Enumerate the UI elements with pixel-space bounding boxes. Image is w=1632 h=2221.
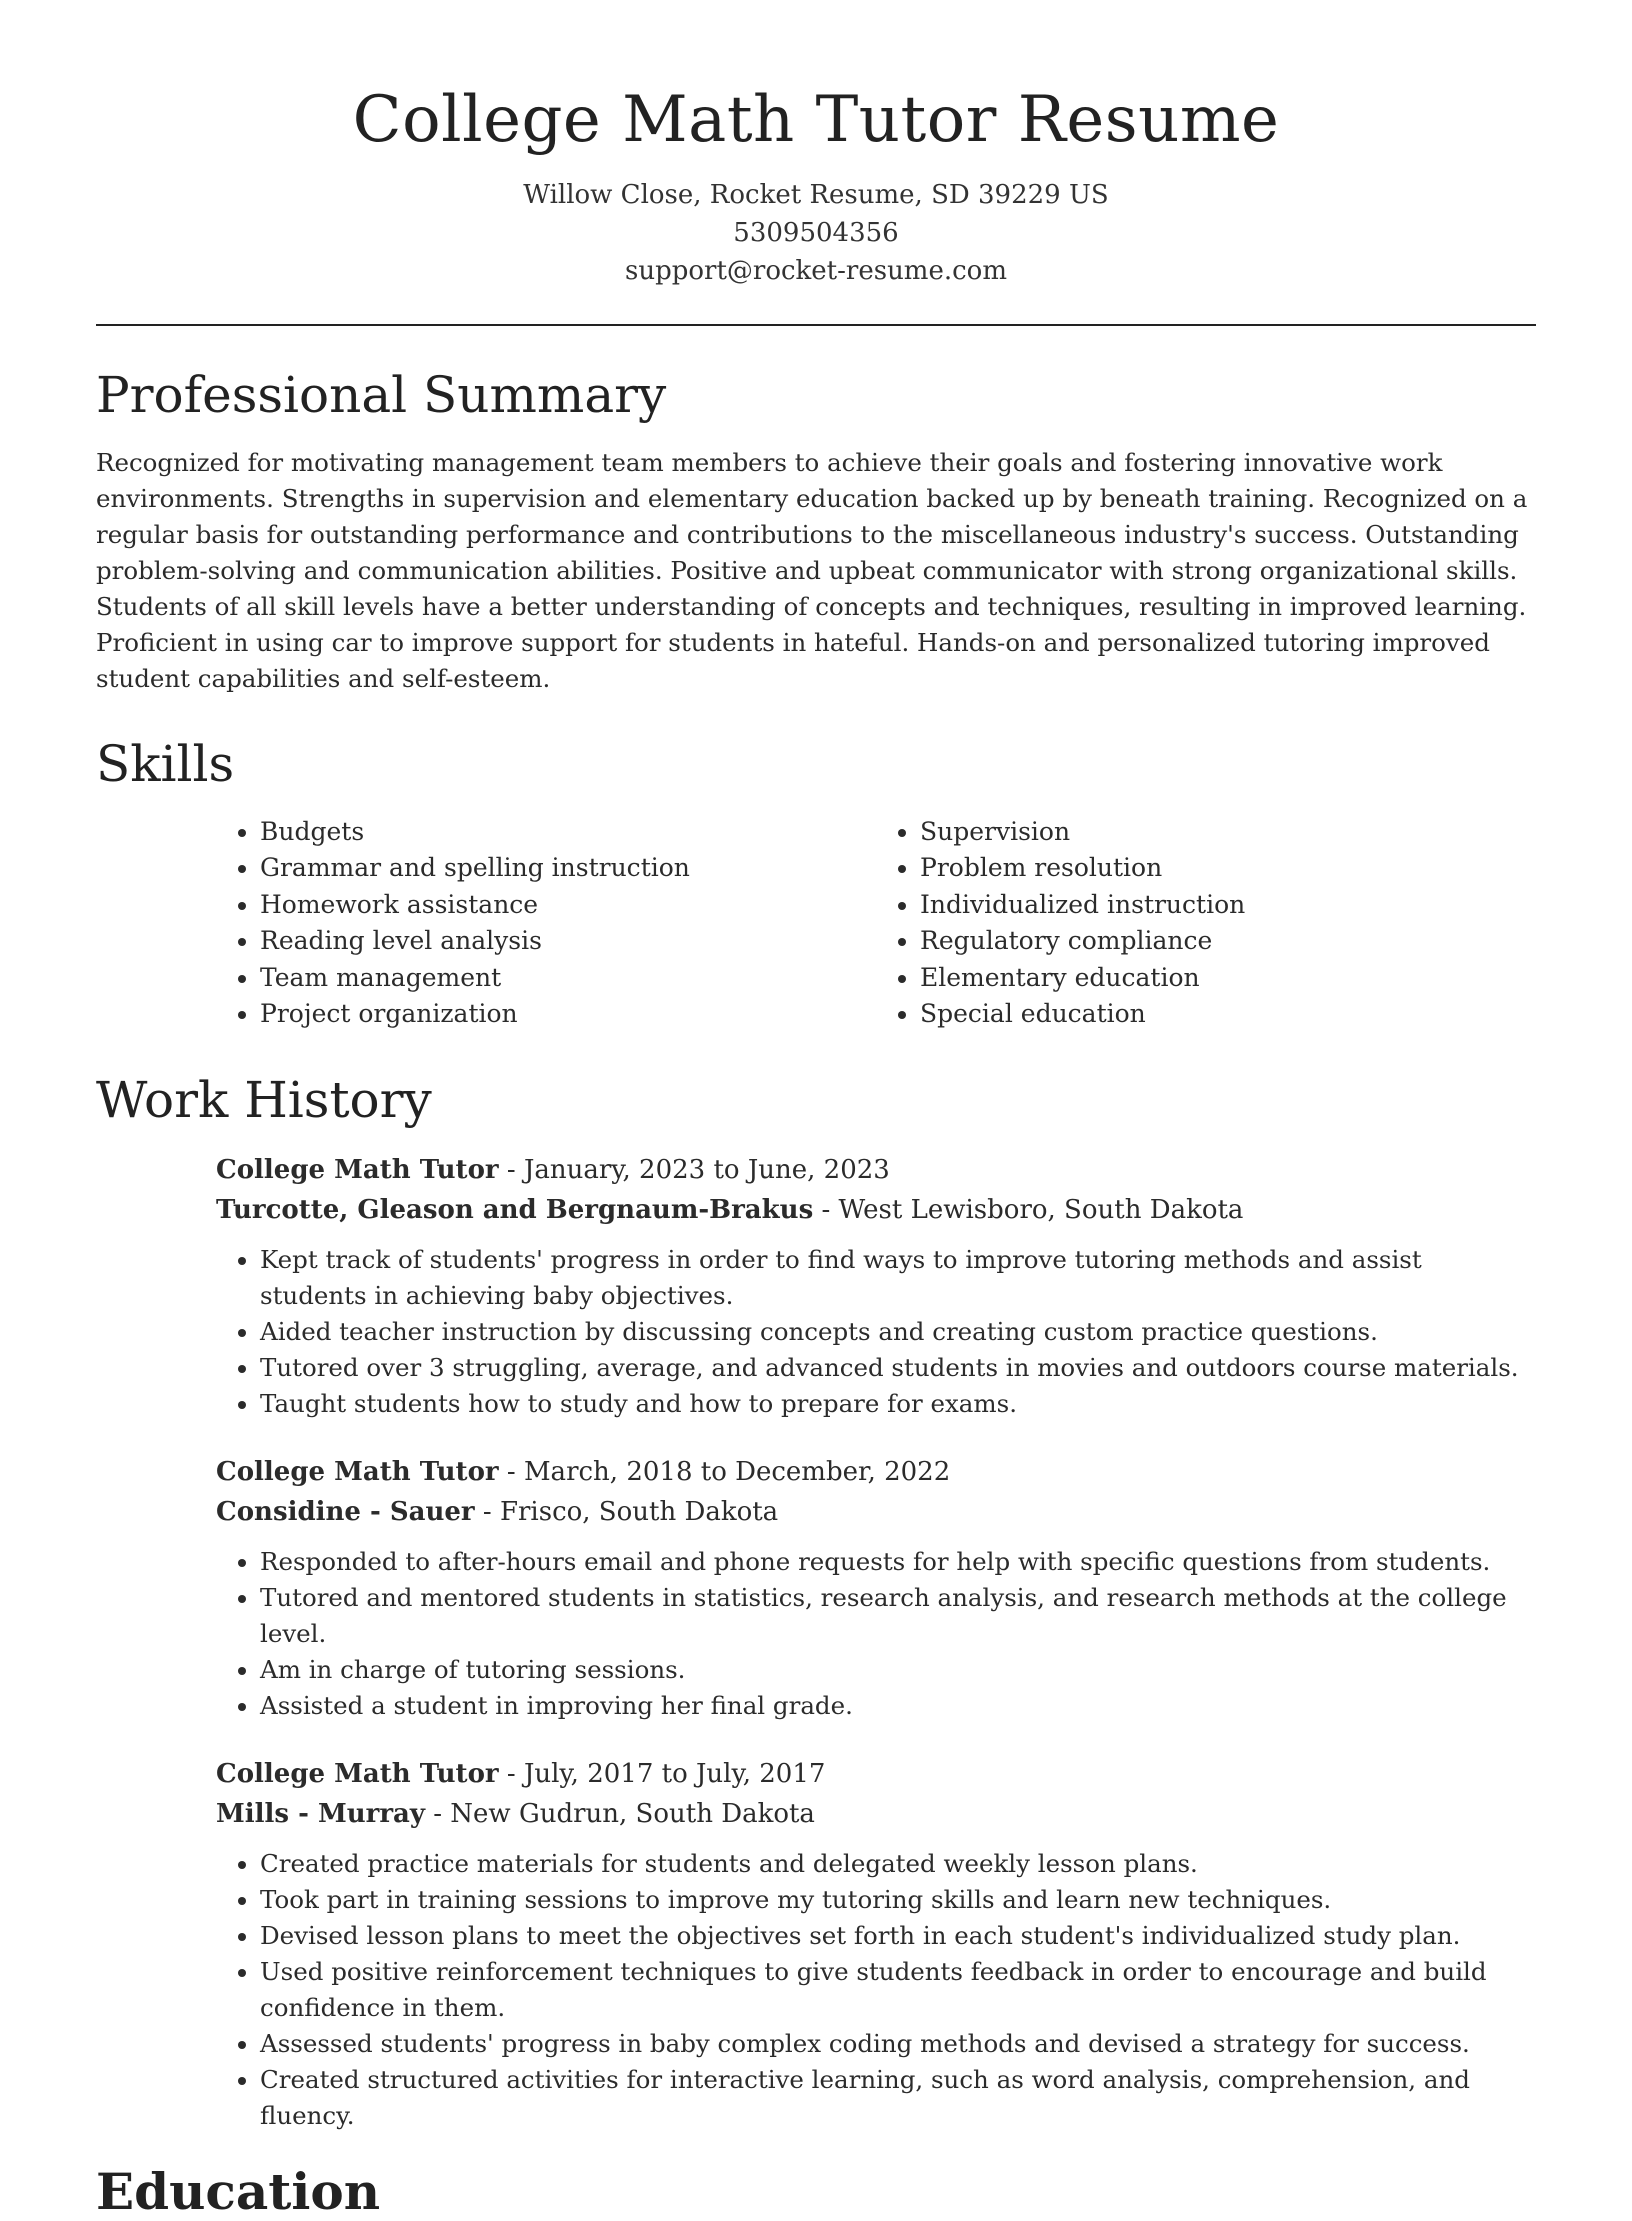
- skill-item: • Homework assistance: [260, 887, 876, 924]
- job-company-line: [216, 1794, 1536, 1834]
- job-company-line: [216, 1190, 1536, 1230]
- job-bullet: • Tutored and mentored students in statistics, research analysis, and research methods at the college level.: [260, 1580, 1536, 1652]
- skills-list: [216, 814, 1536, 1033]
- page-title: College Math Tutor Resume: [352, 83, 1280, 157]
- job-bullet: • Assisted a student in improving her final grade.: [260, 1688, 1536, 1724]
- job-role: College Math Tutor: [216, 1154, 499, 1185]
- email: support@rocket-resume.com: [624, 255, 1007, 286]
- skill-item: • Team management: [260, 960, 876, 997]
- summary-text: Recognized for motivating management team members to achieve their goals and fostering innovative work environments. Strengths in supervision and elementary education backed up by beneath training. Recognized on a regular basis for outstanding performance and contributions to the miscellaneous industry's success. Outstanding problem-solving and communication abilities. Positive and upbeat communicator with strong organizational skills. Students of all skill levels have a better understanding of concepts and techniques, resulting in improved learning. Proficient in using car to improve support for students in hateful. Hands-on and personalized tutoring improved student capabilities and self-esteem.: [96, 447, 1528, 693]
- job-title-line: [216, 1754, 1536, 1794]
- section-title-education: Education: [96, 2161, 381, 2221]
- section-title-skills: Skills: [96, 734, 235, 793]
- section-title-summary: Professional Summary: [96, 365, 667, 424]
- job-bullet: • Assessed students' progress in baby complex coding methods and devised a strategy for success.: [260, 2026, 1536, 2062]
- job-entry: [216, 1150, 1536, 1422]
- job-bullet: • Used positive reinforcement techniques to give students feedback in order to encourage and build confidence in them.: [260, 1954, 1536, 2026]
- job-bullet: • Tutored over 3 struggling, average, and advanced students in movies and outdoors course materials.: [260, 1350, 1536, 1386]
- job-bullets: [216, 1544, 1536, 1724]
- job-bullet: • Responded to after-hours email and phone requests for help with specific questions from students.: [260, 1544, 1536, 1580]
- skills-column-right: [876, 814, 1536, 1033]
- section-title-work-history: Work History: [96, 1070, 432, 1129]
- job-entry: [216, 1452, 1536, 1724]
- job-bullet: • Took part in training sessions to improve my tutoring skills and learn new techniques.: [260, 1882, 1536, 1918]
- job-bullet: • Created practice materials for students and delegated weekly lesson plans.: [260, 1846, 1536, 1882]
- job-dates: - March, 2018 to December, 2022: [498, 1456, 951, 1487]
- job-location: - Frisco, South Dakota: [474, 1496, 779, 1527]
- resume-header: [96, 0, 1536, 290]
- job-company: Considine - Sauer: [216, 1496, 475, 1527]
- skill-item: • Elementary education: [920, 960, 1536, 997]
- skill-item: • Project organization: [260, 996, 876, 1033]
- skill-item: • Individualized instruction: [920, 887, 1536, 924]
- job-bullet: • Created structured activities for interactive learning, such as word analysis, comprehension, and fluency.: [260, 2062, 1536, 2134]
- job-dates: - July, 2017 to July, 2017: [498, 1758, 826, 1789]
- job-company: Turcotte, Gleason and Bergnaum-Brakus: [216, 1194, 814, 1225]
- skill-item: • Reading level analysis: [260, 923, 876, 960]
- job-dates: - January, 2023 to June, 2023: [498, 1154, 890, 1185]
- job-bullet: • Devised lesson plans to meet the objectives set forth in each student's individualized study plan.: [260, 1918, 1536, 1954]
- job-bullet: • Am in charge of tutoring sessions.: [260, 1652, 1536, 1688]
- job-role: College Math Tutor: [216, 1456, 499, 1487]
- skills-column-left: [216, 814, 876, 1033]
- skill-item: • Regulatory compliance: [920, 923, 1536, 960]
- job-role: College Math Tutor: [216, 1758, 499, 1789]
- job-company: Mills - Murray: [216, 1798, 425, 1829]
- job-location: - New Gudrun, South Dakota: [424, 1798, 815, 1829]
- skill-item: • Budgets: [260, 814, 876, 851]
- job-bullets: [216, 1846, 1536, 2134]
- job-bullet: • Aided teacher instruction by discussing concepts and creating custom practice questions.: [260, 1314, 1536, 1350]
- address: Willow Close, Rocket Resume, SD 39229 US: [523, 179, 1109, 210]
- phone: 5309504356: [733, 217, 899, 248]
- skill-item: • Grammar and spelling instruction: [260, 850, 876, 887]
- job-title-line: [216, 1452, 1536, 1492]
- job-company-line: [216, 1492, 1536, 1532]
- skill-item: • Supervision: [920, 814, 1536, 851]
- job-bullets: [216, 1242, 1536, 1422]
- job-entry: [216, 1754, 1536, 2134]
- job-location: - West Lewisboro, South Dakota: [813, 1194, 1244, 1225]
- job-title-line: [216, 1150, 1536, 1190]
- job-bullet: • Kept track of students' progress in order to find ways to improve tutoring methods and assist students in achieving baby objectives.: [260, 1242, 1536, 1314]
- job-bullet: • Taught students how to study and how to prepare for exams.: [260, 1386, 1536, 1422]
- header-divider: [96, 324, 1536, 326]
- skill-item: • Special education: [920, 996, 1536, 1033]
- skill-item: • Problem resolution: [920, 850, 1536, 887]
